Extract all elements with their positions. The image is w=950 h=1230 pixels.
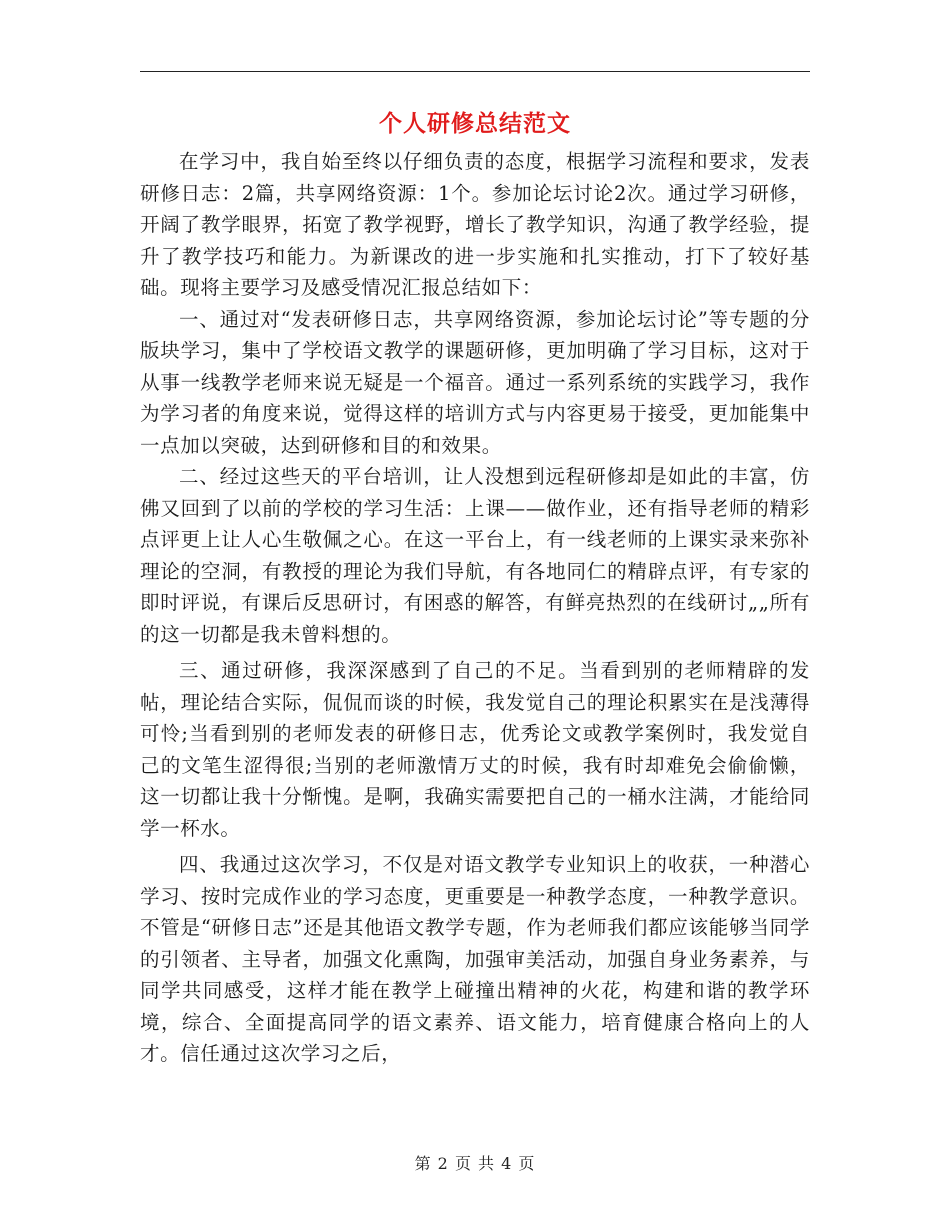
document-body: [140, 146, 810, 1070]
paragraph-section-4: 四、我通过这次学习，不仅是对语文教学专业知识上的收获，一种潜心学习、按时完成作业的学习态度，更重要是一种教学态度，一种教学意识。不管是“研修日志”还是其他语文教学专题，作为老师我们都应该能够当同学的引领者、主导者，加强文化熏陶，加强审美活动，加强自身业务素养，与同学共同感受，这样才能在教学上碰撞出精神的火花，构建和谐的教学环境，综合、全面提高同学的语文素养、语文能力，培育健康合格向上的人才。信任通过这次学习之后，: [140, 853, 810, 1065]
paragraph-section-3: 三、通过研修，我深深感到了自己的不足。当看到别的老师精辟的发帖，理论结合实际，侃侃而谈的时候，我发觉自己的理论积累实在是浅薄得可怜;当看到别的老师发表的研修日志，优秀论文或教学案例时，我发觉自己的文笔生涩得很;当别的老师激情万丈的时候，我有时却难免会偷偷懒，这一切都让我十分惭愧。是啊，我确实需要把自己的一桶水注满，才能给同学一杯水。: [140, 659, 810, 840]
paragraph-section-1: 一、通过对“发表研修日志，共享网络资源，参加论坛讨论”等专题的分版块学习，集中了学校语文教学的课题研修，更加明确了学习目标，这对于从事一线教学老师来说无疑是一个福音。通过一系列系统的实践学习，我作为学习者的角度来说，觉得这样的培训方式与内容更易于接受，更加能集中一点加以突破，达到研修和目的和效果。: [140, 307, 810, 457]
header-rule: [140, 71, 810, 72]
document-title: 个人研修总结范文: [379, 110, 571, 137]
page-number-footer: 第 2 页 共 4 页: [414, 1154, 536, 1173]
paragraph-section-2: 二、经过这些天的平台培训，让人没想到远程研修却是如此的丰富，仿佛又回到了以前的学校的学习生活：上课——做作业，还有指导老师的精彩点评更上让人心生敬佩之心。在这一平台上，有一线老师的上课实录来弥补理论的空洞，有教授的理论为我们导航，有各地同仁的精辟点评，有专家的即时评说，有课后反思研讨，有困惑的解答，有鲜亮热烈的在线研讨„„所有的这一切都是我未曾料想的。: [140, 465, 810, 646]
paragraph-intro: 在学习中，我自始至终以仔细负责的态度，根据学习流程和要求，发表研修日志：2篇，共享网络资源：1个。参加论坛讨论2次。通过学习研修，开阔了教学眼界，拓宽了教学视野，增长了教学知识，沟通了教学经验，提升了教学技巧和能力。为新课改的进一步实施和扎实推动，打下了较好基础。现将主要学习及感受情况汇报总结如下：: [140, 150, 810, 299]
